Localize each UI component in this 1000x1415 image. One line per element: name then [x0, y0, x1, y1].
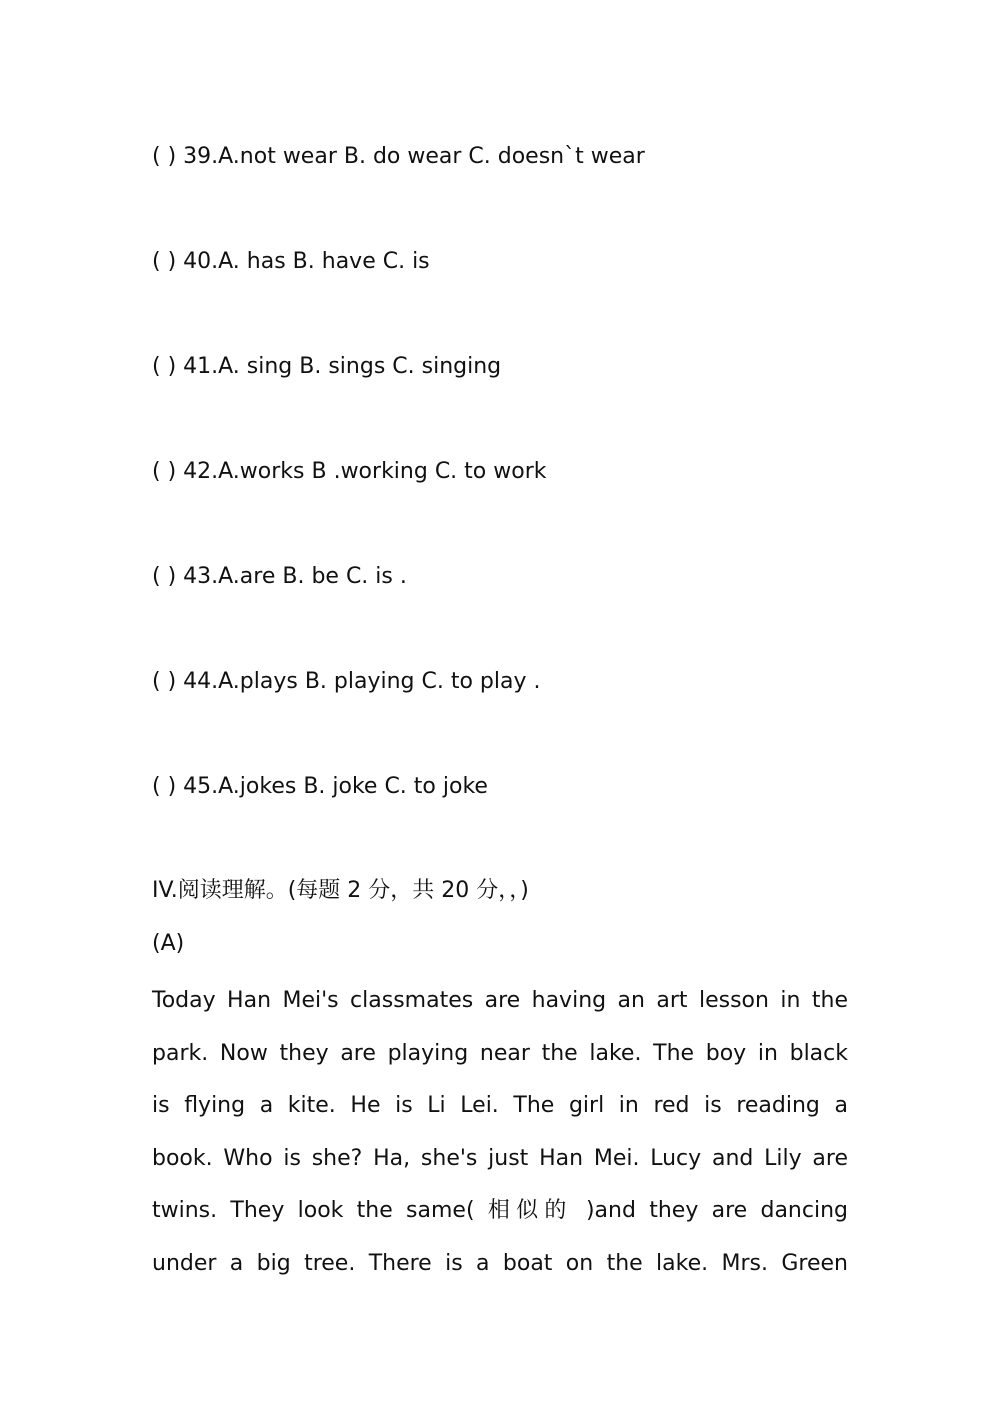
question-43: ( ) 43.A.are B. be C. is .: [152, 564, 407, 589]
passage-line: under a big tree. There is a boat on the lake. Mrs. Green: [152, 1250, 848, 1276]
section-heading: IV.阅读理解。(每题 2 分，共 20 分，，): [152, 878, 529, 903]
question-41: ( ) 41.A. sing B. sings C. singing: [152, 354, 502, 379]
reading-passage: [152, 975, 848, 1290]
passage-line: book. Who is she? Ha, she's just Han Mei. Lucy and Lily are: [152, 1145, 848, 1171]
question-40: ( ) 40.A. has B. have C. is: [152, 249, 430, 274]
question-44: ( ) 44.A.plays B. playing C. to play .: [152, 669, 541, 694]
question-42: ( ) 42.A.works B .working C. to work: [152, 459, 547, 484]
passage-line: twins. They look the same( 相似的 )and they are dancing: [152, 1198, 848, 1223]
question-39: ( ) 39.A.not wear B. do wear C. doesn`t wear: [152, 144, 645, 169]
passage-line: Today Han Mei's classmates are having an art lesson in the: [152, 988, 848, 1013]
part-label: (A): [152, 931, 185, 956]
passage-line: is flying a kite. He is Li Lei. The girl in red is reading a: [152, 1093, 848, 1118]
question-45: ( ) 45.A.jokes B. joke C. to joke: [152, 774, 488, 799]
passage-line: park. Now they are playing near the lake. The boy in black: [152, 1040, 848, 1066]
